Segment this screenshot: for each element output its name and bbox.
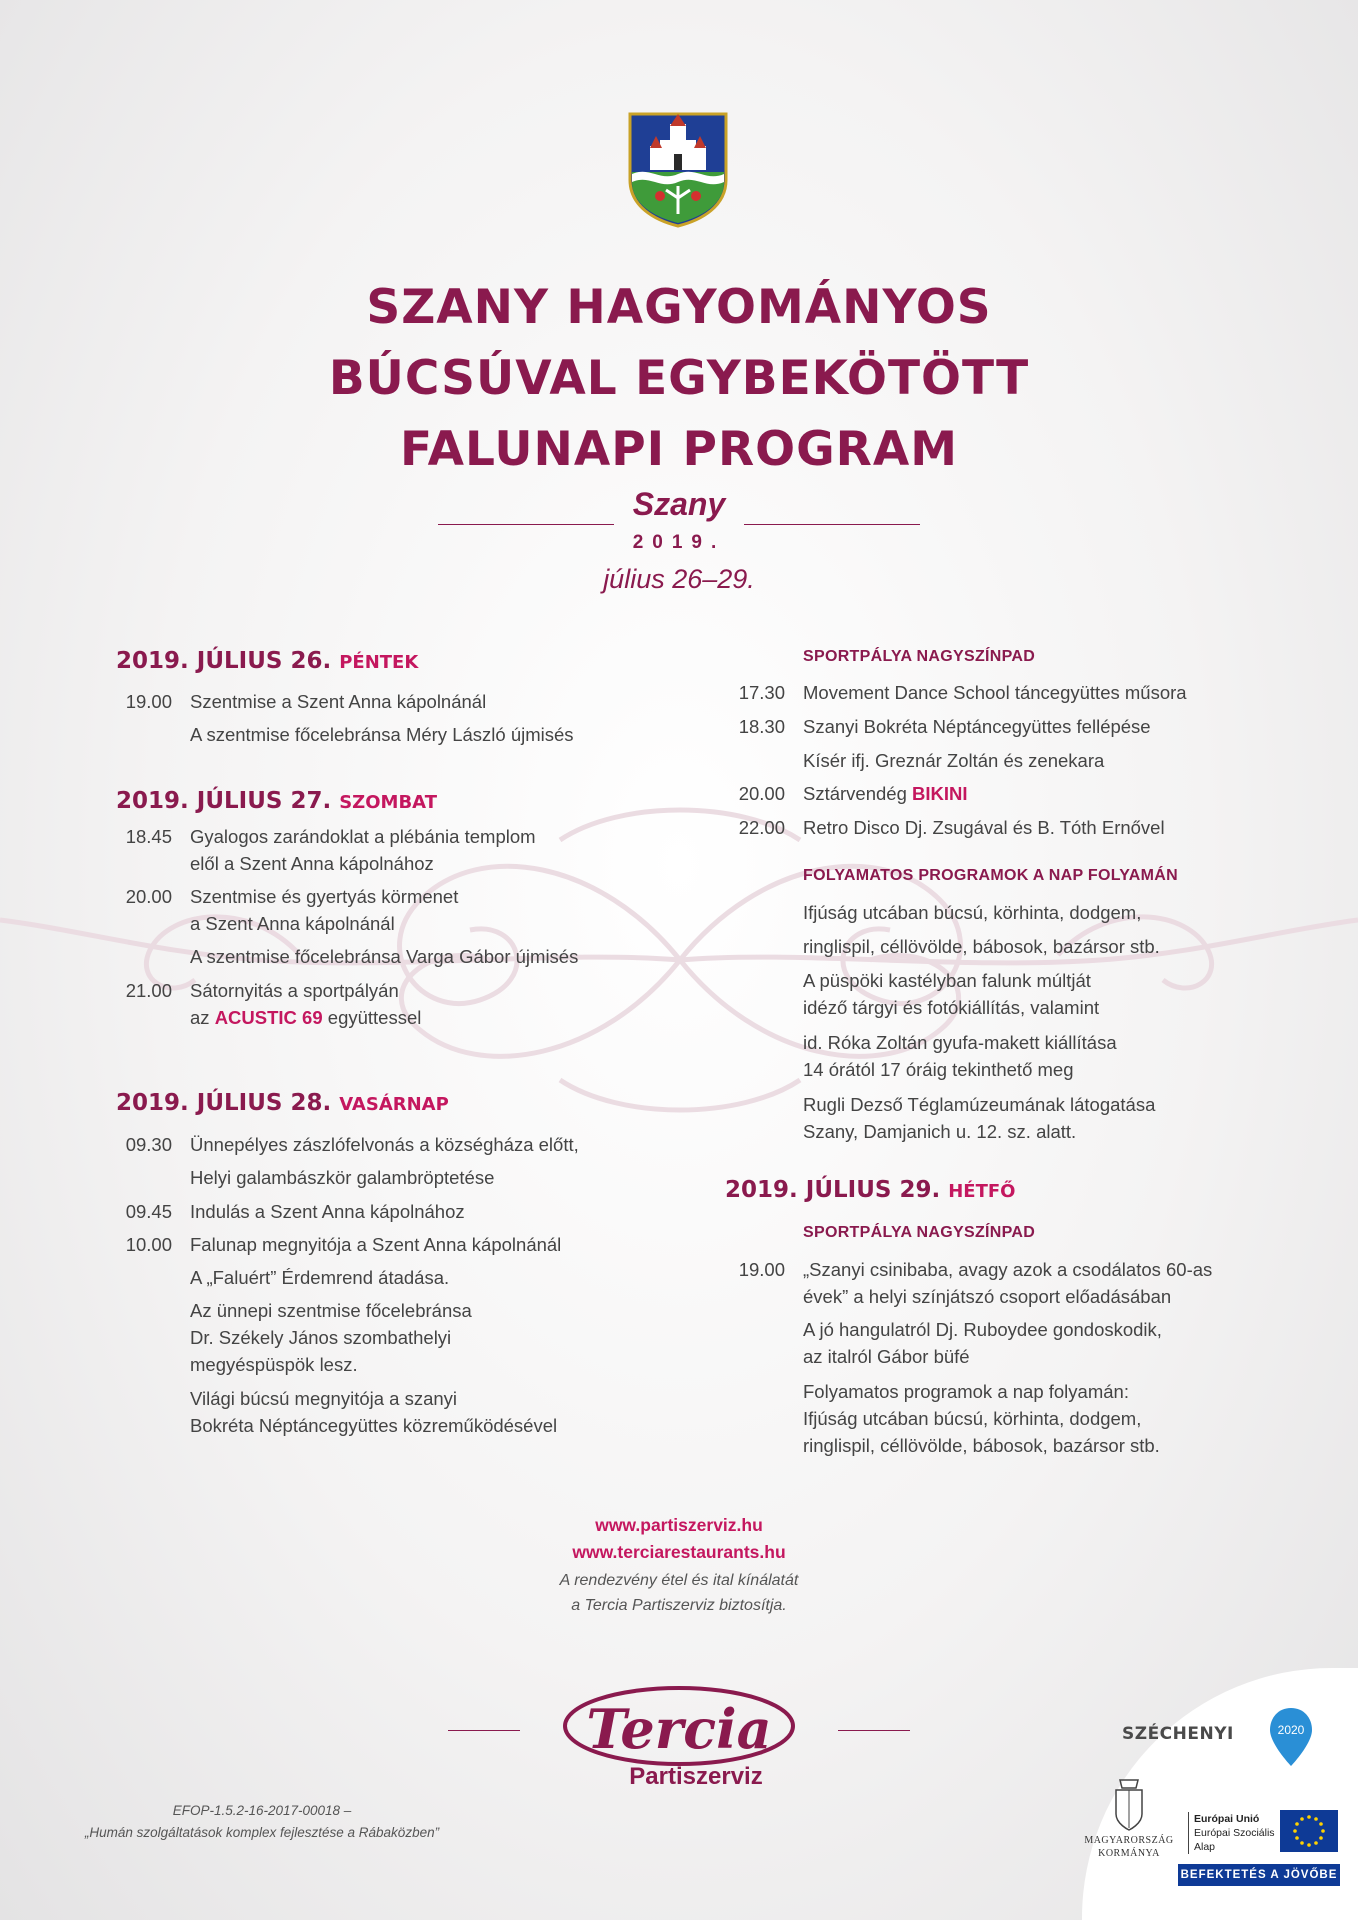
investing-in-future-banner: BEFEKTETÉS A JÖVŐBE bbox=[1178, 1864, 1340, 1886]
program-row bbox=[116, 977, 676, 1033]
program-time: 19.00 bbox=[125, 691, 172, 712]
program-text: évek” a helyi színjátszó csoport előadásában bbox=[803, 1286, 1172, 1307]
program-text: megyéspüspök lesz. bbox=[190, 1354, 358, 1375]
program-time: 17.30 bbox=[738, 682, 785, 703]
program-text: az italról Gábor büfé bbox=[803, 1346, 970, 1367]
government-label-line: MAGYARORSZÁG bbox=[1084, 1835, 1174, 1846]
program-time: 22.00 bbox=[738, 817, 785, 838]
program-text: ringlispil, céllövölde, bábosok, bazársor stb. bbox=[803, 1435, 1160, 1456]
catering-note-line: a Tercia Partiszerviz biztosítja. bbox=[571, 1597, 787, 1614]
szechenyi-label: SZÉCHENYI bbox=[1122, 1724, 1234, 1744]
program-row bbox=[116, 943, 676, 971]
project-code: EFOP-1.5.2-16-2017-00018 – bbox=[172, 1803, 352, 1818]
ongoing-item: idéző tárgyi és fotókiállítás, valamint bbox=[803, 997, 1100, 1018]
program-row bbox=[729, 713, 1329, 741]
ongoing-item: A püspöki kastélyban falunk múltját bbox=[803, 970, 1091, 991]
band-name: ACUSTIC 69 bbox=[214, 1007, 323, 1028]
program-text: Helyi galambászkör galambröptetése bbox=[190, 1167, 495, 1188]
program-text: Movement Dance School táncegyüttes műsora bbox=[803, 682, 1187, 703]
event-year: 2019. bbox=[632, 532, 726, 553]
program-text: elől a Szent Anna kápolnához bbox=[190, 853, 434, 874]
program-time: 21.00 bbox=[125, 980, 172, 1001]
program-text: Folyamatos programok a nap folyamán: bbox=[803, 1381, 1129, 1402]
eu-label: Európai Unió bbox=[1194, 1813, 1260, 1825]
program-row bbox=[116, 688, 676, 716]
program-text: Sátornyitás a sportpályán bbox=[190, 980, 399, 1001]
eu-fund-label: Európai Szociális bbox=[1194, 1827, 1275, 1839]
program-text: Ünnepélyes zászlófelvonás a községháza előtt, bbox=[190, 1134, 579, 1155]
program-row bbox=[729, 814, 1329, 842]
website-link-partiszerviz[interactable]: www.partiszerviz.hu bbox=[595, 1515, 763, 1535]
ongoing-item: id. Róka Zoltán gyufa-makett kiállítása bbox=[803, 1032, 1117, 1053]
ongoing-item: ringlispil, céllövölde, bábosok, bazársor stb. bbox=[803, 936, 1160, 957]
ongoing-item: 14 órától 17 óráig tekinthető meg bbox=[803, 1059, 1074, 1080]
program-text: A jó hangulatról Dj. Ruboydee gondoskodik, bbox=[803, 1319, 1162, 1340]
program-text: Indulás a Szent Anna kápolnához bbox=[190, 1201, 465, 1222]
day-of-week: VASÁRNAP bbox=[339, 1094, 449, 1115]
program-row bbox=[116, 1264, 676, 1292]
day-of-week: HÉTFŐ bbox=[948, 1181, 1016, 1202]
program-text: Retro Disco Dj. Zsugával és B. Tóth Ernővel bbox=[803, 817, 1165, 838]
place-name: Szany bbox=[632, 486, 726, 522]
program-text: Szanyi Bokréta Néptáncegyüttes fellépése bbox=[803, 716, 1151, 737]
program-row bbox=[729, 780, 1329, 808]
program-row bbox=[729, 1316, 1329, 1372]
place-row bbox=[0, 484, 1358, 524]
poster-title bbox=[0, 272, 1358, 485]
program-time: 18.30 bbox=[738, 716, 785, 737]
section-heading-stage-29: SPORTPÁLYA NAGYSZÍNPAD bbox=[803, 1224, 1036, 1241]
program-row bbox=[116, 883, 676, 939]
program-time: 10.00 bbox=[125, 1234, 172, 1255]
divider-right bbox=[838, 1730, 910, 1731]
program-text: a Szent Anna kápolnánál bbox=[190, 913, 395, 934]
program-text: A szentmise főcelebránsa Méry László újmisés bbox=[190, 724, 574, 745]
day-date: 2019. JÚLIUS 29. bbox=[725, 1177, 941, 1203]
program-row bbox=[729, 1378, 1329, 1462]
program-text: A „Faluért” Érdemrend átadása. bbox=[190, 1267, 450, 1288]
tercia-logo bbox=[556, 1680, 802, 1790]
program-text: Sztárvendég BIKINI bbox=[803, 783, 968, 804]
program-text: „Szanyi csinibaba, avagy azok a csodálatos 60-as bbox=[803, 1259, 1213, 1280]
program-text: Ifjúság utcában búcsú, körhinta, dodgem, bbox=[803, 1408, 1142, 1429]
eu-fund-text bbox=[1188, 1812, 1275, 1854]
program-text: Falunap megnyitója a Szent Anna kápolnánál bbox=[190, 1234, 562, 1255]
day-date: 2019. JÚLIUS 28. bbox=[116, 1090, 332, 1116]
program-row bbox=[116, 1131, 676, 1159]
ongoing-item: Szany, Damjanich u. 12. sz. alatt. bbox=[803, 1121, 1077, 1142]
day-date: 2019. JÚLIUS 26. bbox=[116, 648, 332, 674]
program-text: Bokréta Néptáncegyüttes közreműködésével bbox=[190, 1415, 558, 1436]
program-text: Az ünnepi szentmise főcelebránsa bbox=[190, 1300, 472, 1321]
project-title: „Humán szolgáltatások komplex fejlesztése a Rábaközben” bbox=[84, 1825, 440, 1840]
tercia-logo-text: Tercia bbox=[586, 1697, 772, 1761]
day-heading-26 bbox=[116, 648, 418, 674]
ongoing-item: Rugli Dezső Téglamúzeumának látogatása bbox=[803, 1094, 1156, 1115]
szany-coat-of-arms bbox=[626, 110, 730, 228]
szechenyi-number: 2020 bbox=[1277, 1723, 1305, 1737]
program-row bbox=[116, 1198, 676, 1226]
website-link-terciarestaurants[interactable]: www.terciarestaurants.hu bbox=[572, 1542, 786, 1562]
ongoing-item: Ifjúság utcában búcsú, körhinta, dodgem, bbox=[803, 902, 1142, 923]
section-heading-stage: SPORTPÁLYA NAGYSZÍNPAD bbox=[803, 648, 1036, 665]
catering-note bbox=[0, 1568, 1358, 1618]
program-time: 20.00 bbox=[125, 886, 172, 907]
day-date: 2019. JÚLIUS 27. bbox=[116, 788, 332, 814]
program-time: 19.00 bbox=[738, 1259, 785, 1280]
program-row bbox=[729, 679, 1329, 707]
program-row bbox=[116, 721, 676, 749]
day-heading-28 bbox=[116, 1090, 449, 1116]
headliner-name: BIKINI bbox=[912, 783, 968, 804]
program-row bbox=[729, 1256, 1329, 1312]
program-row bbox=[116, 1297, 676, 1381]
program-text: Kísér ifj. Greznár Zoltán és zenekara bbox=[803, 750, 1105, 771]
program-row bbox=[116, 1385, 676, 1441]
tercia-logo-subtext: Partiszerviz bbox=[629, 1763, 763, 1790]
hungarian-coat-of-arms-icon bbox=[1112, 1776, 1146, 1832]
divider-left bbox=[438, 524, 614, 525]
eu-flag-icon bbox=[1280, 1810, 1338, 1852]
program-row bbox=[116, 823, 676, 879]
title-line-1: SZANY HAGYOMÁNYOS bbox=[366, 280, 992, 335]
program-text: Dr. Székely János szombathelyi bbox=[190, 1327, 452, 1348]
government-label bbox=[1082, 1834, 1176, 1860]
program-time: 20.00 bbox=[738, 783, 785, 804]
program-row bbox=[116, 1164, 676, 1192]
website-links bbox=[0, 1512, 1358, 1566]
day-heading-27 bbox=[116, 788, 437, 814]
catering-note-line: A rendezvény étel és ital kínálatát bbox=[559, 1572, 799, 1589]
day-of-week: SZOMBAT bbox=[339, 792, 437, 813]
program-time: 18.45 bbox=[125, 826, 172, 847]
eu-fund-logo bbox=[1178, 1806, 1340, 1858]
government-label-line: KORMÁNYA bbox=[1098, 1848, 1160, 1859]
title-line-3: FALUNAPI PROGRAM bbox=[399, 422, 959, 477]
section-heading-ongoing: FOLYAMATOS PROGRAMOK A NAP FOLYAMÁN bbox=[803, 867, 1178, 884]
program-row bbox=[729, 747, 1329, 775]
program-text: Szentmise és gyertyás körmenet bbox=[190, 886, 459, 907]
program-time: 09.45 bbox=[125, 1201, 172, 1222]
day-heading-29 bbox=[725, 1177, 1015, 1203]
project-reference bbox=[42, 1800, 482, 1844]
program-text: A szentmise főcelebránsa Varga Gábor újmisés bbox=[190, 946, 579, 967]
program-text: Szentmise a Szent Anna kápolnánál bbox=[190, 691, 487, 712]
program-text: az ACUSTIC 69 együttessel bbox=[190, 1007, 422, 1028]
program-text: Világi búcsú megnyitója a szanyi bbox=[190, 1388, 458, 1409]
program-row bbox=[116, 1231, 676, 1259]
day-of-week: PÉNTEK bbox=[339, 652, 419, 673]
program-text: Gyalogos zarándoklat a plébánia templom bbox=[190, 826, 536, 847]
eu-fund-label: Alap bbox=[1194, 1841, 1216, 1853]
divider-right bbox=[744, 524, 920, 525]
event-dates: július 26–29. bbox=[603, 564, 755, 594]
program-time: 09.30 bbox=[125, 1134, 172, 1155]
szechenyi-pin-icon bbox=[1268, 1706, 1314, 1768]
title-line-2: BÚCSÚVAL EGYBEKÖTÖTT bbox=[328, 351, 1030, 406]
divider-left bbox=[448, 1730, 520, 1731]
